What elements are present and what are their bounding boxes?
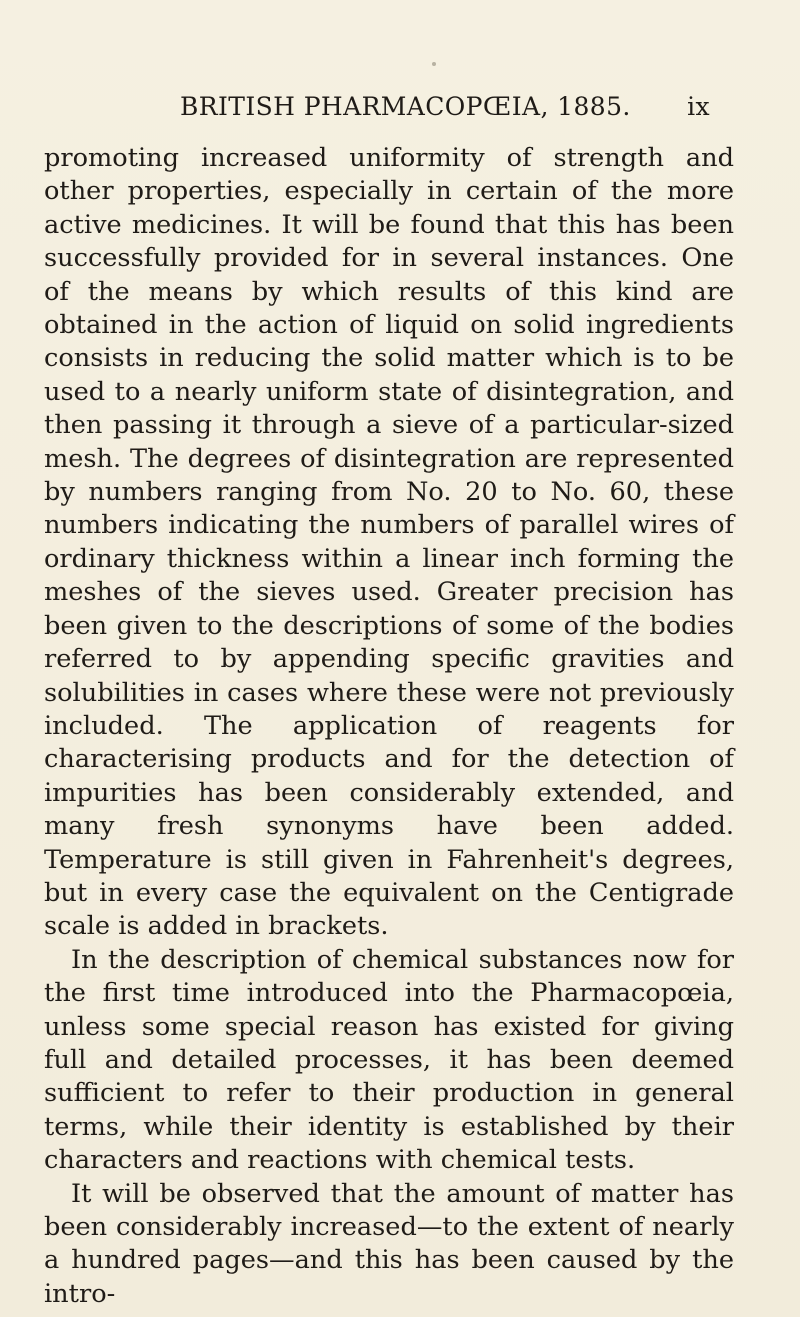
paragraph-3: It will be observed that the amount of matter has been considerably increased—to the extent of nearly a hundred pages—and this has been caused by the intro- xyxy=(44,1178,734,1309)
page-number: ix xyxy=(687,92,710,121)
body-text xyxy=(44,142,734,1311)
paper-speck xyxy=(432,62,436,66)
running-title: BRITISH PHARMACOPŒIA, 1885. xyxy=(180,92,631,121)
paragraph-1: promoting increased uniformity of strength and other properties, especially in certain of the more active medicines. It will be found that this has been successfully provided for in several instances. One of the means by which results of this kind are obtained in the action of liquid on solid ingredients consists in reducing the solid matter which is to be used to a nearly uniform state of disintegration, and then passing it through a sieve of a particular-sized mesh. The degrees of disintegration are represented by numbers ranging from No. 20 to No. 60, these numbers indicating the numbers of parallel wires of ordinary thickness within a linear inch forming the meshes of the sieves used. Greater precision has been given to the descriptions of some of the bodies referred to by appending specific gravities and solubilities in cases where these were not previously included. The application of reagents for characterising products and for the detection of impurities has been considerably extended, and many fresh synonyms have been added. Temperature is still given in Fahrenheit's degrees, but in every case the equivalent on the Centigrade scale is added in brackets. xyxy=(44,143,734,942)
paragraph-2: In the description of chemical substances now for the first time introduced into the Pharmacopœia, unless some special reason has existed for giving full and detailed processes, it has been deemed sufficient to refer to their production in general terms, while their identity is established by their characters and reactions with chemical tests. xyxy=(44,944,734,1176)
